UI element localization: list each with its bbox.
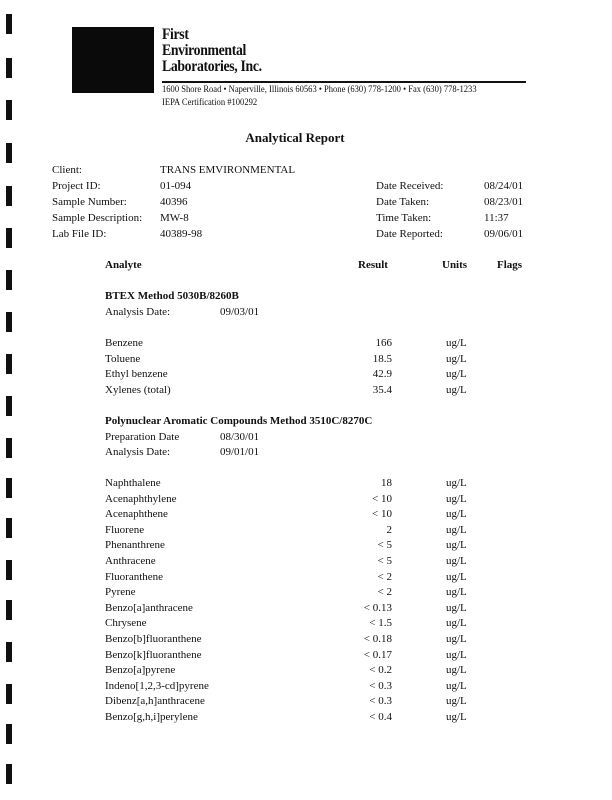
column-header-result: Result [358,259,388,271]
analyte-result: < 5 [377,539,392,552]
column-header-units: Units [442,259,468,271]
analyte-result: < 0.3 [369,695,392,708]
report-title: Analytical Report [245,130,345,145]
analyte-units: ug/L [446,492,467,505]
analyte-result: 166 [375,337,392,349]
date-reported-value: 09/06/01 [484,228,524,240]
punch-mark [6,396,12,416]
analyte-result: 42.9 [372,368,392,381]
analyte-units: ug/L [446,679,467,692]
pah-preparation-date-value: 08/30/01 [220,431,260,443]
analyte-result: < 2 [377,586,392,599]
analyte-name: Benzo[a]anthracene [105,601,193,614]
punch-mark [6,228,12,248]
analyte-units: ug/L [446,477,467,489]
punch-mark [6,100,12,120]
analyte-units: ug/L [446,617,467,630]
date-received-label: Date Received: [376,180,444,192]
analyte-result: < 0.4 [369,711,392,723]
analyte-name: Ethyl benzene [105,368,168,381]
analyte-name: Benzene [105,337,143,349]
analyte-name: Toluene [105,352,141,365]
analyte-name: Naphthalene [105,477,161,489]
project-id-value: 01-094 [160,180,192,192]
sample-description-label: Sample Description: [52,212,143,224]
punch-mark [6,58,12,78]
analyte-name: Phenanthrene [105,539,165,552]
analyte-result: < 0.13 [363,601,392,614]
analyte-units: ug/L [446,633,467,645]
analyte-name: Xylenes (total) [105,383,171,396]
lab-file-id-value: 40389-98 [160,228,203,240]
pah-preparation-date-label: Preparation Date [105,431,180,443]
analyte-result: < 0.18 [363,633,392,645]
btex-section-heading: BTEX Method 5030B/8260B [105,290,239,302]
pah-section-heading: Polynuclear Aromatic Compounds Method 3510C/8270C [105,415,373,427]
analyte-result: 2 [386,523,392,536]
analyte-result: 18 [381,477,392,489]
punch-mark [6,438,12,458]
punch-mark [6,560,12,580]
date-taken-label: Date Taken: [376,196,430,208]
analyte-name: Benzo[k]fluoranthene [105,648,202,661]
analyte-units: ug/L [446,539,467,552]
company-name-line3: Laboratories, Inc. [162,58,262,75]
analyte-name: Chrysene [105,617,147,630]
punch-mark [6,642,12,662]
sample-description-value: MW-8 [160,212,189,224]
analyte-name: Anthracene [105,555,156,567]
punch-mark [6,14,12,34]
sample-number-label: Sample Number: [52,196,127,208]
punch-mark [6,354,12,374]
analyte-result: < 0.2 [369,664,392,677]
analyte-result: < 1.5 [369,617,392,630]
company-certification: IEPA Certification #100292 [162,98,258,108]
date-received-value: 08/24/01 [484,180,524,192]
analyte-result: < 10 [372,492,392,505]
sample-number-value: 40396 [160,196,188,208]
btex-analysis-date-value: 09/03/01 [220,306,260,318]
punch-mark [6,724,12,744]
analyte-units: ug/L [446,383,467,396]
project-id-label: Project ID: [52,180,101,192]
lab-file-id-label: Lab File ID: [52,228,107,240]
punch-mark [6,143,12,163]
analyte-units: ug/L [446,695,467,708]
analyte-units: ug/L [446,508,467,521]
punch-mark [6,600,12,620]
analyte-units: ug/L [446,586,467,599]
analyte-result: 18.5 [372,352,392,365]
letterhead-rule [162,81,526,83]
company-address: 1600 Shore Road • Naperville, Illinois 60563 • Phone (630) 778-1200 • Fax (630) 778-1233 [162,85,477,95]
analyte-result: < 0.3 [369,679,392,692]
analyte-name: Benzo[b]fluoranthene [105,633,202,645]
analyte-result: < 10 [372,508,392,521]
analyte-name: Dibenz[a,h]anthracene [105,695,205,708]
analyte-units: ug/L [446,570,467,583]
punch-mark [6,186,12,206]
analyte-units: ug/L [446,368,467,381]
company-logo [72,27,154,93]
analyte-name: Fluorene [105,523,145,536]
analyte-result: 35.4 [372,383,392,396]
punch-mark [6,518,12,538]
punch-mark [6,764,12,784]
date-reported-label: Date Reported: [376,228,443,240]
punch-mark [6,478,12,498]
analyte-units: ug/L [446,664,467,677]
company-name-line2: Environmental [162,42,246,59]
punch-mark [6,312,12,332]
analyte-name: Indeno[1,2,3-cd]pyrene [105,679,209,692]
analyte-units: ug/L [446,555,467,567]
time-taken-value: 11:37 [484,212,509,224]
analyte-result: < 5 [377,555,392,567]
column-header-analyte: Analyte [105,259,142,271]
analyte-units: ug/L [446,523,467,536]
pah-analysis-date-value: 09/01/01 [220,446,260,458]
column-header-flags: Flags [497,259,523,271]
punch-mark [6,684,12,704]
analyte-units: ug/L [446,337,467,349]
company-name-line1: First [162,26,189,43]
analyte-units: ug/L [446,648,467,661]
btex-analysis-date-label: Analysis Date: [105,306,171,318]
client-value: TRANS EMVIRONMENTAL [160,164,296,176]
analyte-name: Benzo[a]pyrene [105,664,176,677]
punch-mark [6,270,12,290]
analyte-units: ug/L [446,601,467,614]
analyte-result: < 2 [377,570,392,583]
analyte-result: < 0.17 [363,648,392,661]
analyte-units: ug/L [446,352,467,365]
pah-analysis-date-label: Analysis Date: [105,446,171,458]
analyte-name: Benzo[g,h,i]perylene [105,711,198,723]
client-label: Client: [52,164,82,176]
time-taken-label: Time Taken: [376,212,432,224]
analyte-name: Fluoranthene [105,570,164,583]
date-taken-value: 08/23/01 [484,196,524,208]
analyte-name: Acenaphthylene [105,492,177,505]
analyte-name: Acenaphthene [105,508,168,521]
analyte-units: ug/L [446,711,467,723]
company-name [162,27,262,75]
analyte-name: Pyrene [105,586,136,599]
